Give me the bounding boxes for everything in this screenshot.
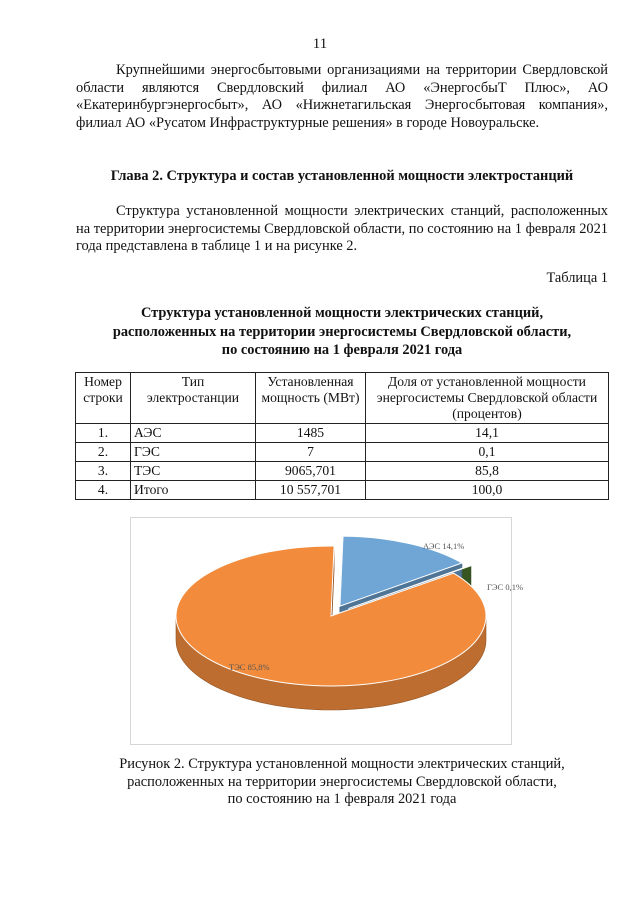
power-structure-table (75, 372, 609, 500)
header-row-number: Номер строки (76, 373, 131, 424)
table-title-line: по состоянию на 1 февраля 2021 года (221, 342, 463, 358)
table-title-line: расположенных на территории энергосистемы Свердловской области, (112, 323, 572, 340)
page-number: 11 (312, 36, 328, 52)
pie-label-АЭС: АЭС 14,1% (423, 541, 465, 551)
pie-label-ГЭС: ГЭС 0,1% (487, 582, 524, 592)
chapter-heading: Глава 2. Структура и состав установленной мощности электростанций (110, 168, 574, 184)
cell-capacity: 7 (256, 443, 366, 462)
table-row (76, 424, 609, 443)
table-title (76, 304, 608, 360)
header-installed-capacity: Установленная мощность (МВт) (256, 373, 366, 424)
pie-chart (130, 517, 524, 745)
table-row (76, 443, 609, 462)
cell-share: 0,1 (366, 443, 609, 462)
header-capacity-share: Доля от установленной мощности энергосистемы Свердловской области (процентов) (366, 373, 609, 424)
figure-caption-line: расположенных на территории энергосистемы Свердловской области, (127, 773, 557, 790)
header-station-type: Тип электростанции (131, 373, 256, 424)
table-title-line: Структура установленной мощности электрических станций, (140, 305, 544, 321)
figure-caption (76, 756, 608, 809)
table-header-row (76, 373, 609, 424)
cell-row-number: 2. (76, 443, 131, 462)
cell-station-type: ТЭС (131, 462, 256, 481)
figure-caption-line: Рисунок 2. Структура установленной мощности электрических станций, (119, 756, 565, 772)
cell-station-type: АЭС (131, 424, 256, 443)
table-label: Таблица 1 (546, 270, 608, 286)
figure-caption-line: по состоянию на 1 февраля 2021 года (227, 791, 457, 808)
cell-capacity: 1485 (256, 424, 366, 443)
cell-row-number: 1. (76, 424, 131, 443)
intro-paragraph: Крупнейшими энергосбытовыми организациями на территории Свердловской области являются Свердловский филиал АО «ЭнергосбыТ Плюс», АО «Екатеринбургэнергосбыт», АО «Нижнетагильская Энергосбытовая компания», филиал АО «Русатом Инфраструктурные решения» в городе Новоуральске. (76, 62, 608, 131)
table-row (76, 462, 609, 481)
cell-capacity: 9065,701 (256, 462, 366, 481)
structure-paragraph: Структура установленной мощности электрических станций, расположенных на территории энергосистемы Свердловской области, по состоянию на 1 февраля 2021 года представлена в таблице 1 и на рисунке 2. (76, 203, 608, 255)
cell-capacity: 10 557,701 (256, 481, 366, 500)
cell-row-number: 4. (76, 481, 131, 500)
cell-share: 100,0 (366, 481, 609, 500)
cell-station-type: ГЭС (131, 443, 256, 462)
table-row (76, 481, 609, 500)
cell-row-number: 3. (76, 462, 131, 481)
cell-station-type: Итого (131, 481, 256, 500)
cell-share: 85,8 (366, 462, 609, 481)
pie-chart-canvas (131, 518, 524, 744)
pie-label-ТЭС: ТЭС 85,8% (229, 662, 270, 672)
cell-share: 14,1 (366, 424, 609, 443)
